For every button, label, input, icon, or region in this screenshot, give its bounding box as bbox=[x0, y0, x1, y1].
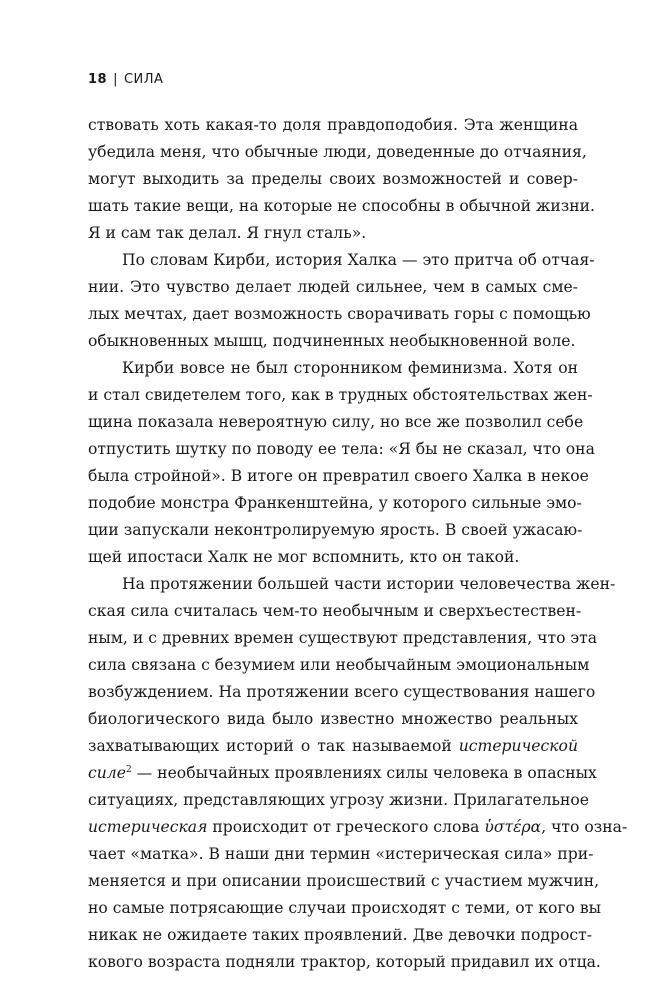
chapter-title: СИЛА bbox=[123, 72, 164, 87]
text-segment: ным, и с древних времен существуют представления, что эта bbox=[88, 629, 598, 647]
text-line bbox=[88, 490, 582, 517]
text-segment: происходит от греческого слова bbox=[207, 818, 485, 836]
text-line bbox=[88, 382, 593, 409]
paragraph bbox=[88, 571, 628, 976]
footnote-ref: 2 bbox=[125, 764, 132, 775]
text-segment: меняется и при описании происшествий с участием мужчин, bbox=[88, 872, 600, 890]
text-line bbox=[88, 868, 600, 895]
text-segment: шать такие вещи, на которые не способны в обычной жизни. bbox=[88, 197, 596, 215]
text-line bbox=[88, 220, 578, 247]
text-line bbox=[88, 193, 596, 220]
text-segment: обыкновенных мышц, подчиненных необыкновенной воле. bbox=[88, 332, 576, 350]
text-line bbox=[88, 625, 598, 652]
italic-text: силе bbox=[88, 764, 126, 782]
text-line bbox=[88, 571, 616, 598]
text-segment: По словам Кирби, история Халка — это притча об отчая- bbox=[122, 251, 595, 269]
text-segment: , что озна- bbox=[541, 818, 628, 836]
text-segment: На протяжении большей части истории человечества жен- bbox=[122, 575, 616, 593]
text-line bbox=[88, 706, 578, 733]
text-line bbox=[88, 328, 578, 355]
text-segment: ситуациях, представляющих угрозу жизни. Прилагательное bbox=[88, 791, 589, 809]
italic-text: истерической bbox=[458, 737, 578, 755]
text-line bbox=[88, 139, 587, 166]
text-line bbox=[88, 949, 601, 976]
text-segment: отпустить шутку по поводу ее тела: «Я бы не сказал, что она bbox=[88, 440, 595, 458]
text-segment: Кирби вовсе не был сторонником феминизма. Хотя он bbox=[122, 359, 578, 377]
text-segment: кового возраста подняли трактор, который придавил их отца. bbox=[88, 953, 601, 971]
text-line bbox=[88, 355, 578, 382]
text-line bbox=[88, 733, 578, 760]
text-segment: захватывающих историй о так называемой bbox=[88, 737, 459, 755]
text-line bbox=[88, 895, 602, 922]
paragraph bbox=[88, 112, 596, 247]
text-line bbox=[88, 679, 596, 706]
text-line bbox=[88, 598, 582, 625]
text-segment: нии. Это чувство делает людей сильнее, чем в самых сме- bbox=[88, 278, 578, 296]
text-line bbox=[88, 112, 578, 139]
text-segment: лых мечтах, дает возможность сворачивать горы с помощью bbox=[88, 305, 591, 323]
text-line bbox=[88, 301, 591, 328]
text-line bbox=[88, 247, 595, 274]
text-line bbox=[88, 274, 578, 301]
running-header bbox=[88, 72, 163, 87]
text-line bbox=[88, 409, 584, 436]
text-line bbox=[88, 814, 628, 841]
text-line bbox=[88, 760, 597, 787]
text-line bbox=[88, 463, 589, 490]
text-segment: убедила меня, что обычные люди, доведенные до отчаяния, bbox=[88, 143, 587, 161]
text-segment: и стал свидетелем того, как в трудных обстоятельствах жен- bbox=[88, 386, 593, 404]
text-segment: подобие монстра Франкенштейна, у которого сильные эмо- bbox=[88, 494, 582, 512]
text-line bbox=[88, 787, 589, 814]
text-line bbox=[88, 544, 578, 571]
text-line bbox=[88, 652, 590, 679]
page-number: 18 bbox=[88, 72, 108, 87]
paragraph bbox=[88, 355, 595, 571]
text-segment: возбуждением. На протяжении всего существования нашего bbox=[88, 683, 596, 701]
paragraph bbox=[88, 247, 595, 355]
text-segment: ская сила считалась чем-то необычным и сверхъестествен- bbox=[88, 602, 582, 620]
text-line bbox=[88, 436, 595, 463]
text-segment: Я и сам так делал. Я гнул сталь». bbox=[88, 224, 367, 242]
text-segment: щина показала невероятную силу, но все же позволил себе bbox=[88, 413, 584, 431]
italic-text: ὑστέρα bbox=[484, 818, 542, 836]
text-line bbox=[88, 517, 583, 544]
text-segment: могут выходить за пределы своих возможностей и совер- bbox=[88, 170, 578, 188]
text-segment: сила связана с безумием или необычайным эмоциональным bbox=[88, 656, 590, 674]
header-separator: | bbox=[113, 72, 118, 87]
text-line bbox=[88, 922, 593, 949]
text-segment: была стройной». В итоге он превратил своего Халка в некое bbox=[88, 467, 589, 485]
text-segment: ции запускали неконтролируемую ярость. В своей ужасаю- bbox=[88, 521, 583, 539]
text-segment: биологического вида было известно множество реальных bbox=[88, 710, 578, 728]
text-segment: чает «матка». В наши дни термин «истерическая сила» при- bbox=[88, 845, 594, 863]
text-segment: никак не ожидаете таких проявлений. Две девочки подрост- bbox=[88, 926, 593, 944]
text-segment: — необычайных проявлениях силы человека в опасных bbox=[131, 764, 597, 782]
body-text bbox=[88, 112, 628, 976]
text-segment: но самые потрясающие случаи происходят с теми, от кого вы bbox=[88, 899, 602, 917]
italic-text: истерическая bbox=[88, 818, 208, 836]
text-line bbox=[88, 841, 594, 868]
text-segment: ствовать хоть какая-то доля правдоподобия. Эта женщина bbox=[88, 116, 578, 134]
text-segment: щей ипостаси Халк не мог вспомнить, кто он такой. bbox=[88, 548, 520, 566]
text-line bbox=[88, 166, 578, 193]
